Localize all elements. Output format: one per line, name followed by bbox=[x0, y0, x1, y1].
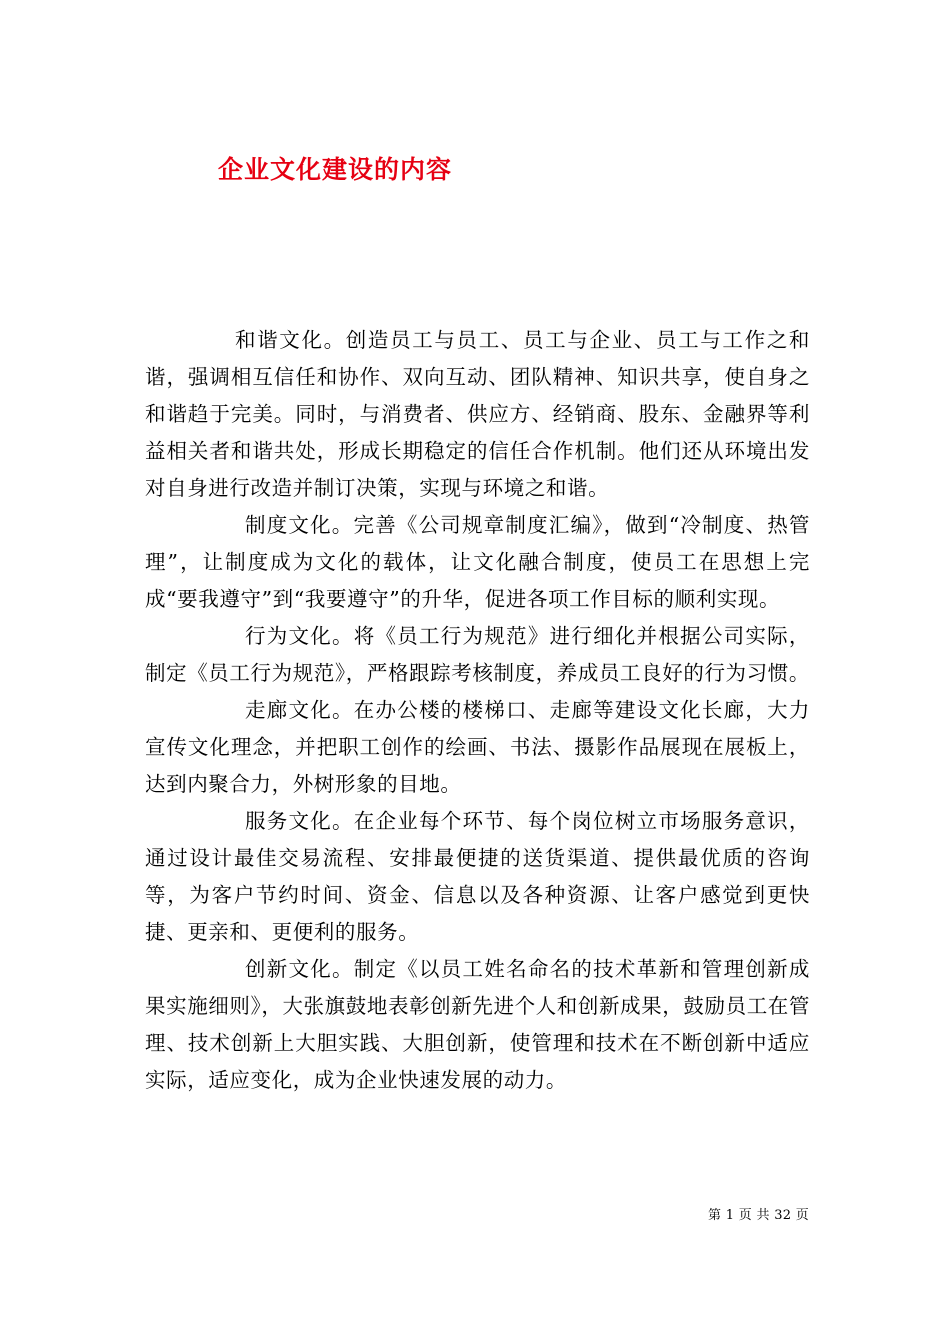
page-title: 企业文化建设的内容 bbox=[218, 154, 453, 184]
paragraph-corridor-culture: 走廊文化。在办公楼的楼梯口、走廊等建设文化长廊，大力宣传文化理念，并把职工创作的绘画、书法、摄影作品展现在展板上，达到内聚合力，外树形象的目地。 bbox=[145, 698, 810, 796]
paragraph-service-culture: 服务文化。在企业每个环节、每个岗位树立市场服务意识，通过设计最佳交易流程、安排最便捷的送货渠道、提供最优质的咨询等，为客户节约时间、资金、信息以及各种资源、让客户感觉到更快捷、更亲和、更便利的服务。 bbox=[145, 809, 810, 944]
paragraph-harmony-culture: 和谐文化。创造员工与员工、员工与企业、员工与工作之和谐，强调相互信任和协作、双向互动、团队精神、知识共享，使自身之和谐趋于完美。同时，与消费者、供应方、经销商、股东、金融界等利益相关者和谐共处，形成长期稳定的信任合作机制。他们还从环境出发对自身进行改造并制订决策，实现与环境之和谐。 bbox=[145, 328, 810, 500]
paragraph-innovation-culture: 创新文化。制定《以员工姓名命名的技术革新和管理创新成果实施细则》，大张旗鼓地表彰创新先进个人和创新成果，鼓励员工在管理、技术创新上大胆实践、大胆创新，使管理和技术在不断创新中适应实际，适应变化，成为企业快速发展的动力。 bbox=[145, 957, 810, 1092]
document-body bbox=[145, 322, 810, 1099]
paragraph-behavior-culture: 行为文化。将《员工行为规范》进行细化并根据公司实际，制定《员工行为规范》，严格跟踪考核制度，养成员工良好的行为习惯。 bbox=[145, 624, 810, 685]
paragraph-system-culture: 制度文化。完善《公司规章制度汇编》，做到“冷制度、热管理”，让制度成为文化的载体，让文化融合制度，使员工在思想上完成“要我遵守”到“我要遵守”的升华，促进各项工作目标的顺利实现。 bbox=[145, 513, 810, 611]
page-number-footer: 第 1 页 共 32 页 bbox=[708, 1208, 810, 1223]
